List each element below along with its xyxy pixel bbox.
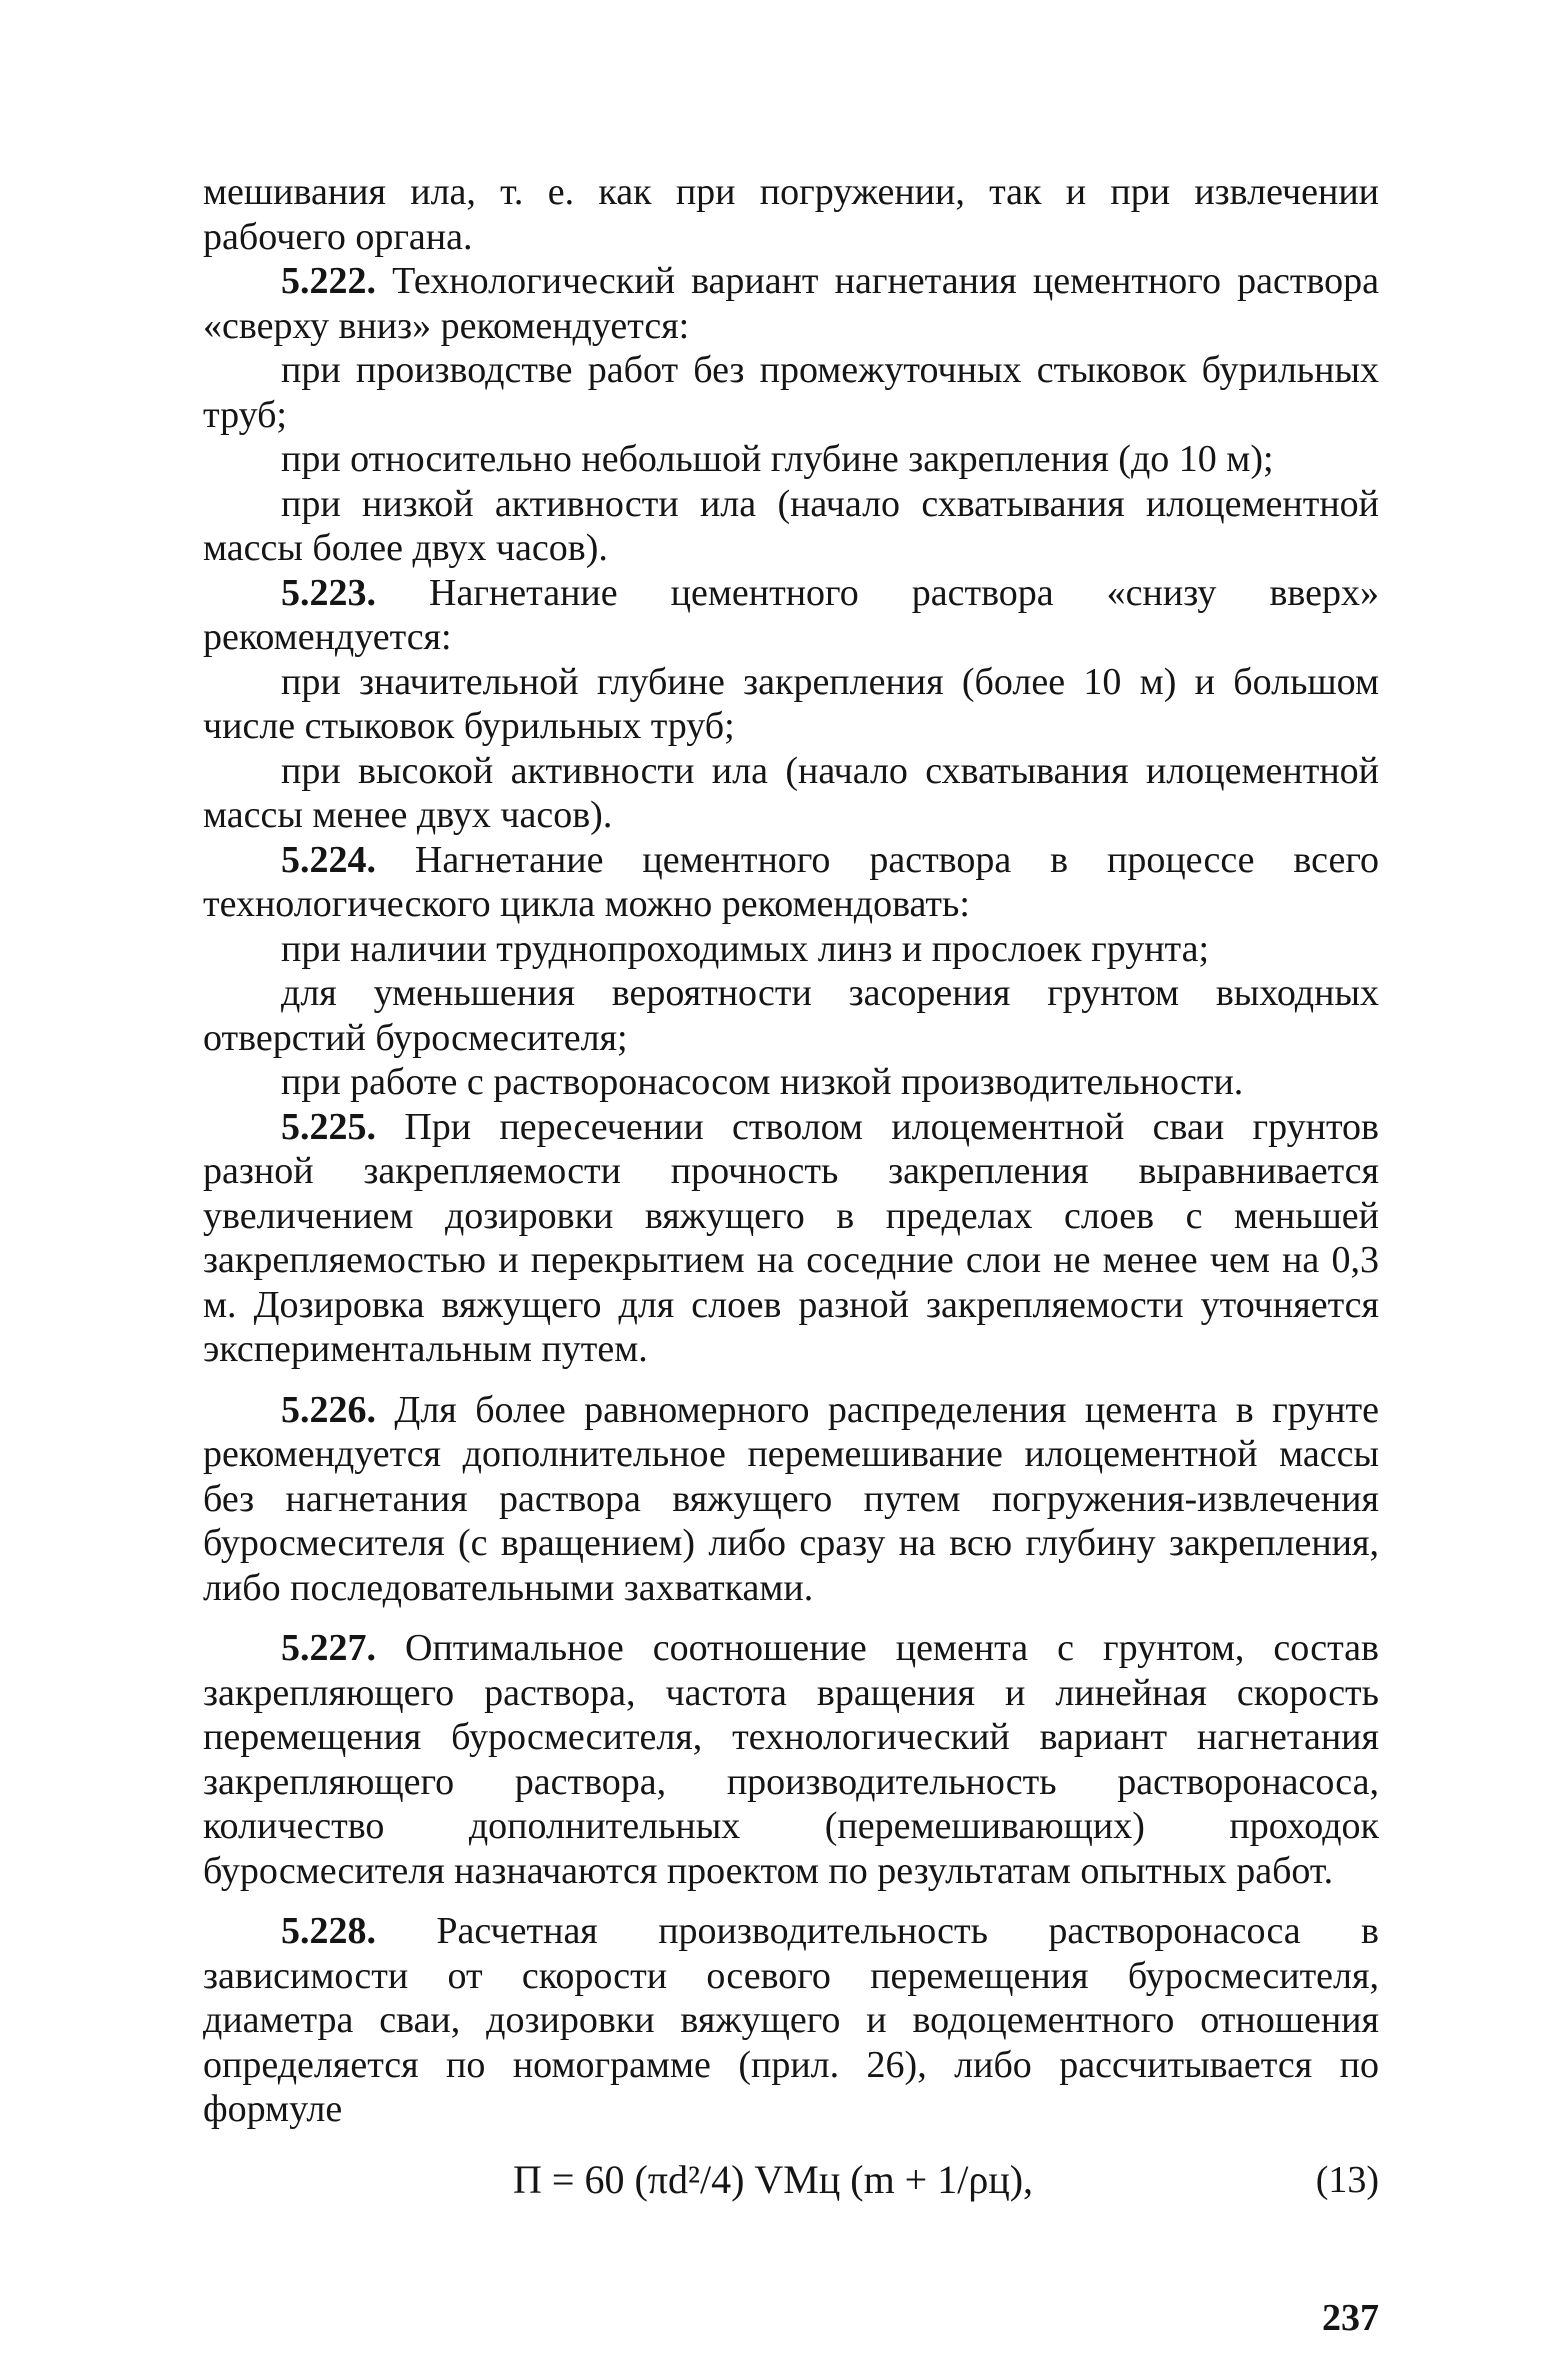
- paragraph-5-223: [203, 571, 1379, 660]
- list-item: [203, 660, 1379, 749]
- section-number: 5.225.: [281, 1105, 376, 1148]
- page-footer: [203, 2218, 1379, 2338]
- paragraph-5-225: [203, 1105, 1379, 1372]
- page-number: 237: [1322, 2296, 1379, 2339]
- formula-number: (13): [1315, 2158, 1379, 2201]
- paragraph-text: Расчетная производительность растворонасоса в зависимости от скорости осевого перемещения буросмесителя, диаметра сваи, дозировки вяжущего и водоцементного отношения определяется по номограмме (прил. 26), либо рассчитывается по формуле: [203, 1910, 1379, 2130]
- paragraph-text: При пересечении стволом илоцементной сваи грунтов разной закрепляемости прочность закрепления выравнивается увеличением дозировки вяжущего в пределах слоев с меньшей закрепляемостью и перекрытием на соседние слои не менее чем на 0,3 м. Дозировка вяжущего для слоев разной закрепляемости уточняется экспериментальным путем.: [203, 1105, 1379, 1370]
- list-item: [203, 1060, 1379, 1105]
- paragraph-5-224: [203, 838, 1379, 927]
- section-number: 5.223.: [281, 571, 376, 614]
- paragraph-text: при высокой активности ила (начало схватывания илоцементной массы менее двух часов).: [203, 749, 1379, 836]
- list-item: [203, 482, 1379, 571]
- paragraph-text: при производстве работ без промежуточных стыковок бурильных труб;: [203, 349, 1379, 436]
- paragraph-text: при относительно небольшой глубине закрепления (до 10 м);: [281, 438, 1274, 480]
- list-item: [203, 348, 1379, 437]
- paragraph-continuation: [203, 170, 1379, 259]
- list-item: [203, 437, 1379, 482]
- paragraph-5-222: [203, 259, 1379, 348]
- paragraph-text: при работе с растворонасосом низкой производительности.: [281, 1061, 1244, 1103]
- paragraph-5-226: [203, 1388, 1379, 1611]
- paragraph-text: Технологический вариант нагнетания цементного раствора «сверху вниз» рекомендуется:: [203, 260, 1379, 347]
- paragraph-text: при значительной глубине закрепления (более 10 м) и большом числе стыковок бурильных труб;: [203, 660, 1379, 747]
- paragraph-text: Нагнетание цементного раствора «снизу вверх» рекомендуется:: [203, 571, 1379, 658]
- paragraph-text: при наличии труднопроходимых линз и прослоек грунта;: [281, 927, 1210, 970]
- paragraph-text: Оптимальное соотношение цемента с грунтом, состав закрепляющего раствора, частота вращения и линейная скорость перемещения буросмесителя, технологический вариант нагнетания закрепляющего раствора, производительность растворонасоса, количество дополнительных (перемешивающих) проходок буросмесителя назначаются проектом по результатам опытных работ.: [203, 1627, 1379, 1892]
- formula-block: [203, 2158, 1379, 2218]
- paragraph-text: мешивания ила, т. е. как при погружении, так и при извлечении рабочего органа.: [203, 171, 1379, 258]
- document-page: [203, 170, 1379, 2338]
- paragraph-5-227: [203, 1626, 1379, 1893]
- paragraph-text: Нагнетание цементного раствора в процессе всего технологического цикла можно рекомендовать:: [203, 838, 1379, 925]
- list-item: [203, 927, 1379, 972]
- paragraph-text: для уменьшения вероятности засорения грунтом выходных отверстий буросмесителя;: [203, 972, 1379, 1059]
- list-item: [203, 971, 1379, 1060]
- formula: П = 60 (πd²/4) VMц (m + 1/ρц),: [513, 2156, 1034, 2202]
- paragraph-text: при низкой активности ила (начало схватывания илоцементной массы более двух часов).: [203, 482, 1379, 569]
- list-item: [203, 749, 1379, 838]
- section-number: 5.227.: [281, 1627, 376, 1669]
- section-number: 5.224.: [281, 838, 376, 881]
- section-number: 5.222.: [281, 260, 376, 302]
- section-number: 5.226.: [281, 1388, 376, 1431]
- paragraph-5-228: [203, 1909, 1379, 2132]
- paragraph-text: Для более равномерного распределения цемента в грунте рекомендуется дополнительное перемешивание илоцементной массы без нагнетания раствора вяжущего путем погружения-извлечения буросмесителя (с вращением) либо сразу на всю глубину закрепления, либо последовательными захватками.: [203, 1388, 1379, 1609]
- section-number: 5.228.: [281, 1910, 376, 1952]
